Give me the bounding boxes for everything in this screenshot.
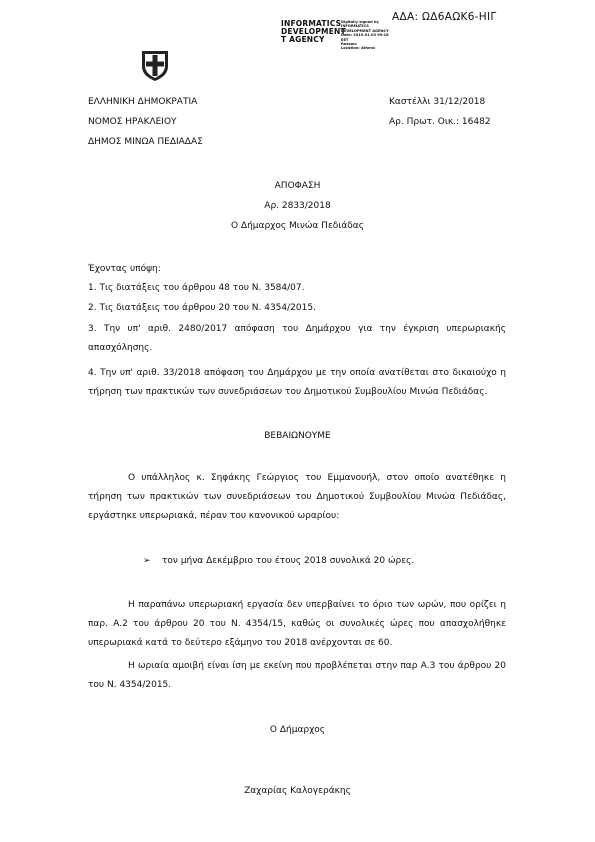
consideration-item: 2. Τις διατάξεις του άρθρου 20 του Ν. 4354/2015.: [88, 303, 316, 313]
ada-code: ΑΔΑ: ΩΔ6ΑΩΚ6-ΗΙΓ: [392, 11, 497, 23]
agency-signature-details: [341, 20, 389, 51]
greek-emblem-icon: [138, 48, 172, 82]
signature-detail-line: Digitally signed by: [341, 20, 379, 24]
signature-role: Ο Δήμαρχος: [269, 725, 326, 735]
signature-detail-line: DEVELOPMENT AGENCY: [341, 28, 389, 33]
issuer-municipality: ΔΗΜΟΣ ΜΙΝΩΑ ΠΕΔΙΑΔΑΣ: [88, 137, 203, 147]
issuer-country: ΕΛΛΗΝΙΚΗ ΔΗΜΟΚΡΑΤΙΑ: [88, 97, 198, 107]
consideration-item: 1. Τις διατάξεις του άρθρου 48 του Ν. 3584/07.: [88, 283, 305, 293]
signature-detail-line: Location: Athens: [341, 46, 376, 51]
decision-title: ΑΠΟΦΑΣΗ: [274, 181, 321, 191]
agency-signature-stamp: [281, 20, 346, 44]
body-paragraph-2: Η παραπάνω υπερωριακή εργασία δεν υπερβαίνει το όριο των ωρών, που ορίζει η παρ. Α.2 του άρθρου 20 του Ν. 4354/15, καθώς οι συνολικές ώρες που απασχολήθηκε υπερωριακά κατά το δεύτερο εξάμηνο του 2018 ανέρχονται σε 60.: [88, 600, 506, 648]
signature-detail-line: EET: [341, 37, 349, 42]
certify-heading: ΒΕΒΑΙΩΝΟΥΜΕ: [264, 431, 331, 441]
signature-detail-line: INFORMATICS: [341, 24, 369, 29]
considerations-intro: Έχοντας υπόψη:: [88, 264, 161, 274]
decision-number: Αρ. 2833/2018: [264, 201, 331, 211]
consideration-item: 3. Την υπ' αριθ. 2480/2017 απόφαση του Δημάρχου για την έγκριση υπερωριακής απασχόλησης.: [88, 324, 506, 353]
signature-detail-line: Date: 2019.01.03 09:18: [341, 33, 389, 38]
bullet-hours: τον μήνα Δεκέμβριο του έτους 2018 συνολικά 20 ώρες.: [162, 556, 415, 566]
decision-issuer: Ο Δήμαρχος Μινώα Πεδιάδας: [230, 221, 365, 231]
agency-line-1: INFORMATICS: [281, 19, 342, 28]
agency-line-2: DEVELOPMENT: [281, 27, 346, 36]
agency-line-3: T AGENCY: [281, 35, 325, 44]
consideration-item: 4. Την υπ' αριθ. 33/2018 απόφαση του Δημάρχου με την οποία ανατίθεται στο δικαιούχο η τήρηση των πρακτικών των συνεδριάσεων του Δημοτικού Συμβουλίου Μινώα Πεδιάδας.: [88, 368, 506, 397]
bullet-arrow-icon: ➢: [143, 556, 151, 566]
body-paragraph-3: Η ωριαία αμοιβή είναι ίση με εκείνη που προβλέπεται στην παρ Α.3 του άρθρου 20 του Ν. 4354/2015.: [88, 661, 506, 690]
place-date: Καστέλλι 31/12/2018: [389, 97, 486, 107]
signature-detail-line: Reason:: [341, 42, 358, 47]
signature-name: Ζαχαρίας Καλογεράκης: [244, 786, 351, 796]
protocol-number: Αρ. Πρωτ. Οικ.: 16482: [389, 117, 491, 127]
issuer-prefecture: ΝΟΜΟΣ ΗΡΑΚΛΕΙΟΥ: [88, 117, 177, 127]
body-paragraph-1: Ο υπάλληλος κ. Σηφάκης Γεώργιος του Εμμανουήλ, στον οποίο ανατέθηκε η τήρηση των πρακτικών των συνεδριάσεων του Δημοτικού Συμβουλίου Μινώα Πεδιάδας, εργάστηκε υπερωριακά, πέραν του κανονικού ωραρίου:: [88, 473, 506, 521]
